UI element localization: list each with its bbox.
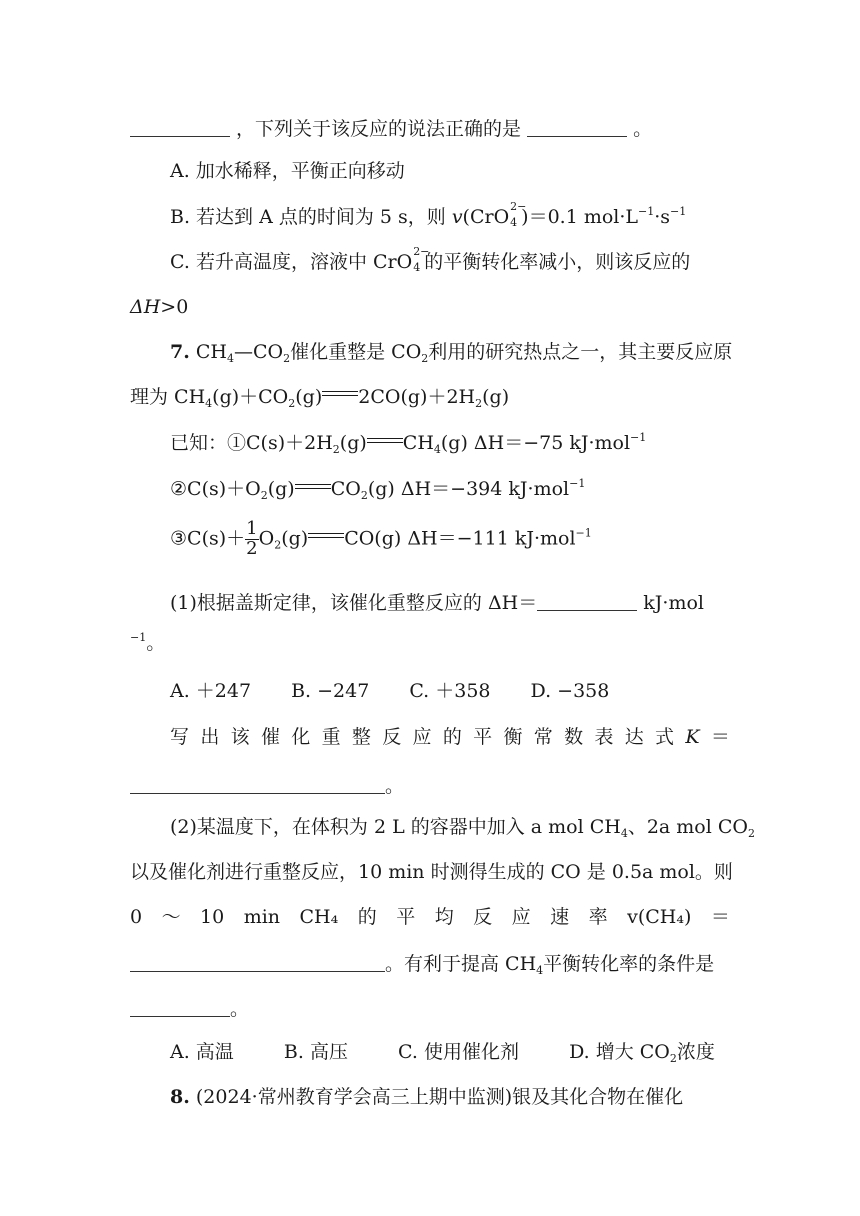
option-b[interactable]: B. 高压 (283, 1041, 348, 1063)
q7-part1-line2: $^{-1}$。 (130, 631, 166, 654)
answer-blank[interactable] (130, 998, 230, 1017)
answer-blank[interactable] (130, 118, 230, 137)
q6-option-c-cont: ΔH>0 (130, 296, 189, 318)
answer-blank[interactable] (537, 592, 637, 611)
answer-blank[interactable] (130, 775, 385, 794)
q7-known-3: ③C(s)＋ $\frac{1}{2}$ $O_2(g)$ CO(g) ΔH＝−111 kJ·mol$^{-1}$ (170, 518, 592, 559)
option-b[interactable]: B. −247 (291, 680, 370, 702)
equilibrium-arrow-icon (322, 390, 358, 400)
q7-part2-line4: 。有利于提高 $CH_4$平衡转化率的条件是 (130, 953, 714, 974)
q7-stem-line2: 理为 $CH_4(g)+CO_2(g)$ $2CO(g)+2H_2(g)$ (130, 386, 510, 410)
equals-sign-icon (367, 438, 403, 446)
equals-sign-icon (295, 484, 331, 492)
q7-part1-options (170, 682, 609, 701)
answer-blank[interactable] (527, 118, 627, 137)
q6-stem-tail: ，下列关于该反应的说法正确的是 。 (130, 118, 652, 139)
option-d[interactable]: D. 增大 $CO_2$浓度 (569, 1041, 715, 1065)
q6-option-a: A. 加水稀释，平衡正向移动 (170, 160, 405, 182)
q7-part2-options (170, 1041, 715, 1065)
q6-option-b: B. 若达到 A 点的时间为 5 s，则 v(CrO 2− 4 )＝0.1 $mol\cdot L^{-1}\cdot s^{-1}$ (170, 200, 687, 229)
option-a[interactable]: A. 高温 (170, 1041, 234, 1063)
q7-part2-line5: 。 (130, 998, 249, 1019)
option-c[interactable]: C. ＋358 (409, 680, 491, 702)
q7-known-2: $②C(s)+O_2(g)$ $CO_2(g)$ ΔH＝−394 kJ·mol$^{-1}$ (170, 477, 586, 502)
q7-stem-line1: 7. $CH_4—CO_2$催化重整是 $CO_2$利用的研究热点之一，其主要反应原 (170, 341, 733, 365)
q6-option-c: C. 若升高温度，溶液中 CrO 2− 4 的平衡转化率减小，则该反应的 (170, 245, 691, 274)
q7-part2-line1: (2)某温度下，在体积为 2 L 的容器中加入 a mol $CH_4$、2a mol $CO_2$ (170, 816, 755, 840)
q7-part2-line3: 0 ～ 10 min CH₄ 的 平 均 反 应 速 率 v(CH₄) ＝ (130, 906, 730, 928)
q7-part1-line1: (1)根据盖斯定律，该催化重整反应的 ΔH＝ kJ·mol (170, 592, 704, 614)
q7-known-1: 已知：$①C(s)+2H_2(g)$ $CH_4(g)$ ΔH＝−75 kJ·mol$^{-1}$ (170, 431, 647, 456)
q8-stem: 8. (2024·常州教育学会高三上期中监测)银及其化合物在催化 (170, 1086, 684, 1108)
equals-sign-icon (308, 533, 344, 541)
q7-part2-line2: 以及催化剂进行重整反应，10 min 时测得生成的 CO 是 0.5a mol。则 (130, 861, 733, 883)
answer-blank[interactable] (130, 953, 385, 972)
q7-k-answer-line: 。 (130, 775, 404, 796)
option-d[interactable]: D. −358 (530, 680, 610, 702)
option-c[interactable]: C. 使用催化剂 (398, 1041, 519, 1063)
option-a[interactable]: A. ＋247 (170, 680, 252, 702)
q7-k-prompt: 写 出 该 催 化 重 整 反 应 的 平 衡 常 数 表 达 式 K ＝ (170, 726, 730, 748)
fraction-one-half: $\frac{1}{2}$ (246, 518, 258, 559)
